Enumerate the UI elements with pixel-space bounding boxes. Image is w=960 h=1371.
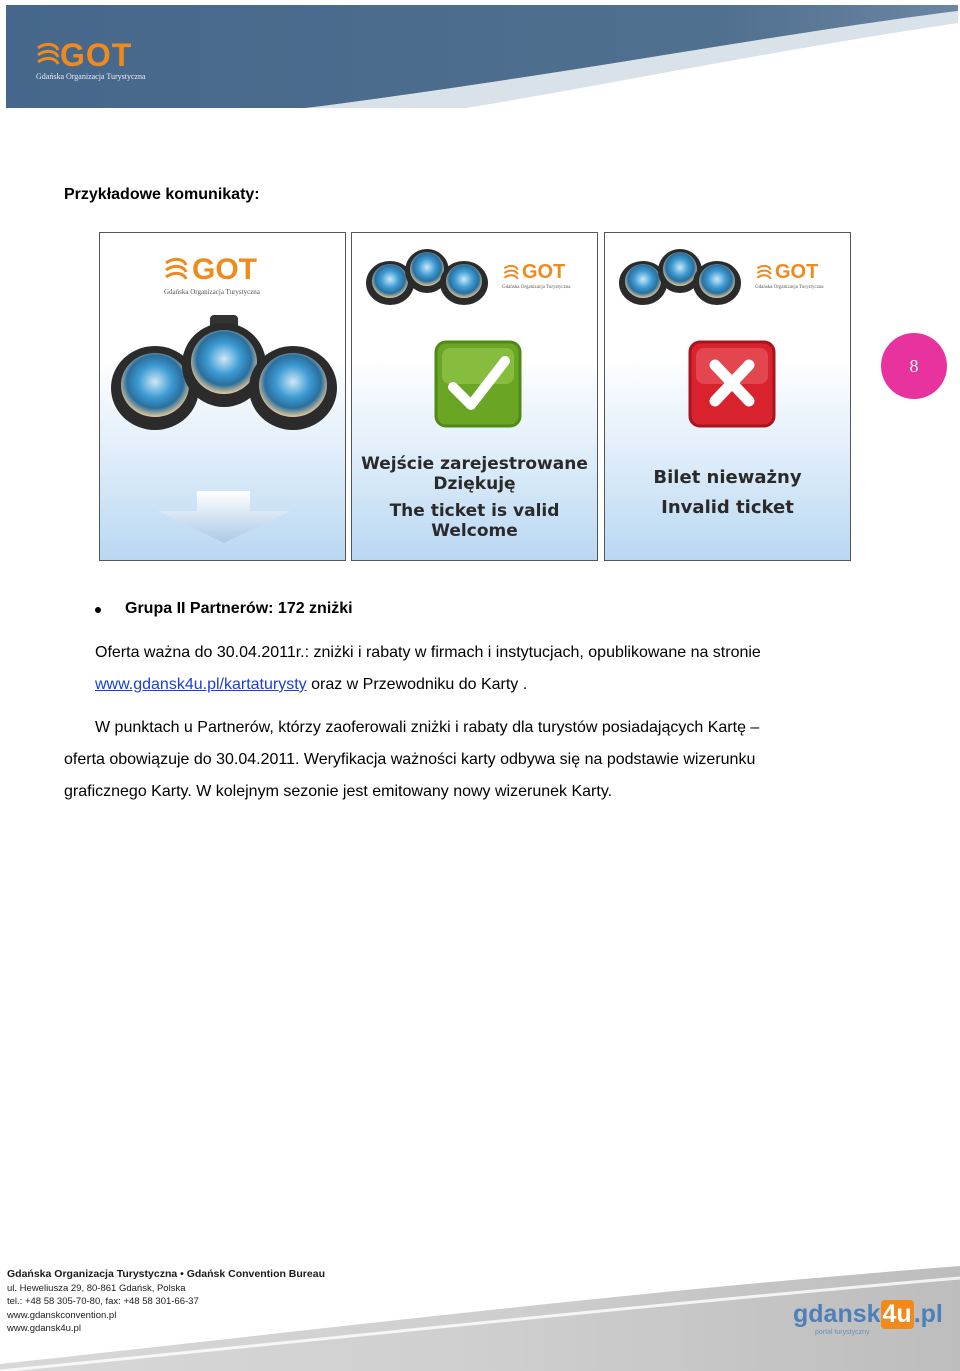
gdansk4u-logo-prefix: gdansk	[793, 1300, 881, 1328]
message-panel-valid	[351, 232, 598, 561]
panel-logo-text: GOT	[522, 261, 566, 283]
header-band	[6, 5, 958, 108]
binoculars-illustration	[100, 233, 346, 561]
message-panel-welcome	[99, 232, 346, 561]
gdansk4u-logo	[793, 1300, 943, 1329]
got-swirl-icon	[755, 263, 773, 283]
panel-logo-subtitle: Gdańska Organizacja Turystyczna	[755, 285, 824, 290]
message-panel-invalid	[604, 232, 851, 561]
panel-logo-text: GOT	[192, 253, 257, 286]
offer-link-line	[95, 675, 527, 695]
gdansk4u-logo-4u: 4u	[882, 1300, 912, 1328]
footer-web-gdansk4u: www.gdansk4u.pl	[7, 1323, 81, 1334]
section-title: Przykładowe komunikaty:	[64, 186, 260, 203]
got-swirl-icon	[502, 263, 520, 283]
valid-message-english-2: Welcome	[431, 521, 518, 541]
footer-phone: tel.: +48 58 305-70-80, fax: +48 58 301-66-37	[7, 1296, 199, 1307]
valid-message-polish-2: Dziękuję	[433, 474, 516, 494]
paragraph-line-1: W punktach u Partnerów, którzy zaoferowali zniżki i rabaty dla turystów posiadających Kartę –	[95, 719, 760, 736]
offer-link-suffix: oraz w Przewodniku do Karty .	[306, 676, 528, 693]
header-logo-subtitle: Gdańska Organizacja Turystyczna	[36, 72, 146, 81]
gdansk4u-logo-suffix: .pl	[913, 1300, 943, 1328]
got-swirl-icon	[36, 40, 60, 70]
paragraph-line-2: oferta obowiązuje do 30.04.2011. Weryfikacja ważności karty odbywa się na podstawie wizerunku	[64, 751, 756, 768]
footer-contact	[7, 1268, 325, 1336]
valid-message-english-1: The ticket is valid	[389, 501, 560, 521]
panel-logo-subtitle: Gdańska Organizacja Turystyczna	[502, 285, 571, 290]
page-number-badge: 8	[881, 333, 947, 399]
kartaturysty-link[interactable]: www.gdansk4u.pl/kartaturysty	[95, 676, 307, 693]
invalid-message-english: Invalid ticket	[661, 497, 794, 518]
binoculars-small-illustration	[352, 233, 598, 353]
paragraph-line-3: graficznego Karty. W kolejnym sezonie jest emitowany nowy wizerunek Karty.	[64, 783, 613, 800]
panel-logo-subtitle: Gdańska Organizacja Turystyczna	[164, 288, 260, 296]
binoculars-small-illustration	[605, 233, 851, 353]
partner-group-heading: Grupa II Partnerów: 172 zniżki	[125, 600, 353, 617]
header-wave	[6, 5, 958, 108]
gdansk4u-logo-subtitle: portal turystyczny	[815, 1329, 870, 1336]
check-icon	[433, 339, 523, 429]
cross-icon	[687, 339, 777, 429]
footer-org: Gdańska Organizacja Turystyczna • Gdańsk Convention Bureau	[7, 1268, 325, 1280]
footer-web-convention: www.gdanskconvention.pl	[7, 1309, 117, 1321]
offer-line: Oferta ważna do 30.04.2011r.: zniżki i rabaty w firmach i instytucjach, opublikowane na stronie	[95, 644, 761, 661]
valid-message-polish-1: Wejście zarejestrowane	[361, 454, 588, 474]
bullet-icon	[95, 607, 101, 613]
header-logo-text: GOT	[60, 37, 133, 73]
panel-logo-text: GOT	[775, 261, 819, 283]
invalid-message-polish: Bilet nieważny	[653, 467, 802, 488]
footer-address: ul. Heweliusza 29, 80-861 Gdańsk, Polska	[7, 1282, 186, 1294]
